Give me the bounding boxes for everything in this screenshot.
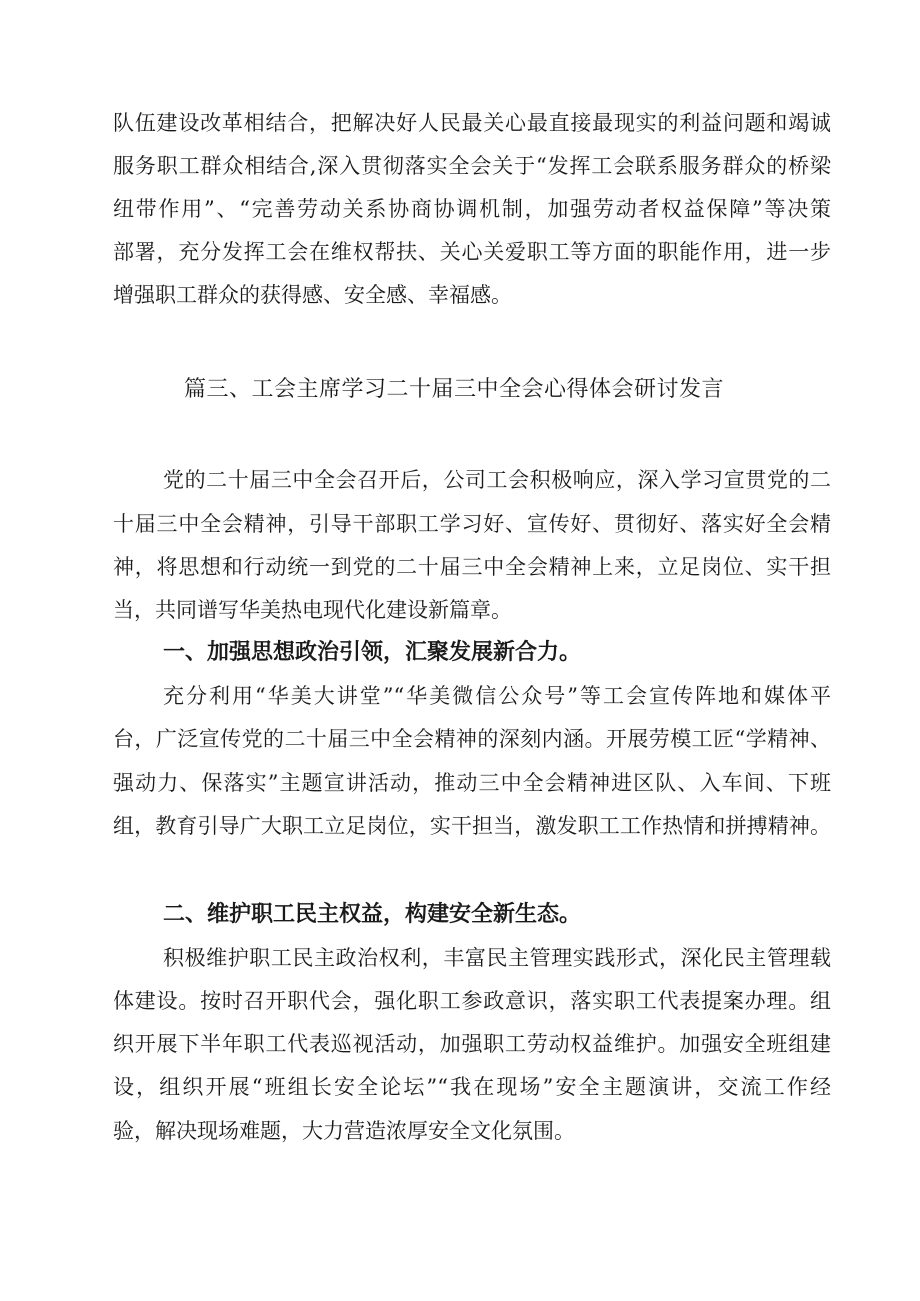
intro-line: 服务职工群众相结合,深入贯彻落实全会关于“发挥工会联系服务群众的桥梁 <box>113 154 831 178</box>
paragraph-line: 十届三中全会精神，引导干部职工学习好、宣传好、贯彻好、落实好全会精 <box>113 512 831 536</box>
paragraph-line: 神，将思想和行动统一到党的二十届三中全会精神上来，立足岗位、实干担 <box>113 555 831 579</box>
intro-line: 纽带作用”、“完善劳动关系协商协调机制，加强劳动者权益保障”等决策 <box>113 197 831 221</box>
intro-line: 部署，充分发挥工会在维权帮扶、关心关爱职工等方面的职能作用，进一步 <box>113 240 831 264</box>
paragraph-line: 组，教育引导广大职工立足岗位，实干担当，激发职工工作热情和拼搏精神。 <box>113 814 831 838</box>
subheading-2: 二、维护职工民主权益，构建安全新生态。 <box>163 902 582 927</box>
paragraph-line: 充分利用“华美大讲堂”“华美微信公众号”等工会宣传阵地和媒体平 <box>163 684 831 708</box>
paragraph-line: 验，解决现场难题，大力营造浓厚安全文化氛围。 <box>113 1119 575 1143</box>
paragraph-line: 党的二十届三中全会召开后，公司工会积极响应，深入学习宣贯党的二 <box>163 468 831 492</box>
paragraph-line: 台，广泛宣传党的二十届三中全会精神的深刻内涵。开展劳模工匠“学精神、 <box>113 727 831 751</box>
paragraph-line: 织开展下半年职工代表巡视活动，加强职工劳动权益维护。加强安全班组建 <box>113 1032 831 1056</box>
paragraph-line: 积极维护职工民主政治权利，丰富民主管理实践形式，深化民主管理载 <box>163 946 831 970</box>
subheading-1: 一、加强思想政治引领，汇聚发展新合力。 <box>163 640 582 665</box>
paragraph-line: 设，组织开展“班组长安全论坛”“我在现场”安全主题演讲，交流工作经 <box>113 1075 831 1099</box>
section-title: 篇三、工会主席学习二十届三中全会心得体会研讨发言 <box>184 377 725 402</box>
paragraph-line: 体建设。按时召开职代会，强化职工参政意识，落实职工代表提案办理。组 <box>113 989 831 1013</box>
intro-line: 队伍建设改革相结合，把解决好人民最关心最直接最现实的利益问题和竭诚 <box>113 111 831 135</box>
intro-line: 增强职工群众的获得感、安全感、幸福感。 <box>113 283 512 307</box>
paragraph-line: 强动力、保落实”主题宣讲活动，推动三中全会精神进区队、入车间、下班 <box>113 771 831 795</box>
paragraph-line: 当，共同谱写华美热电现代化建设新篇章。 <box>113 598 512 622</box>
